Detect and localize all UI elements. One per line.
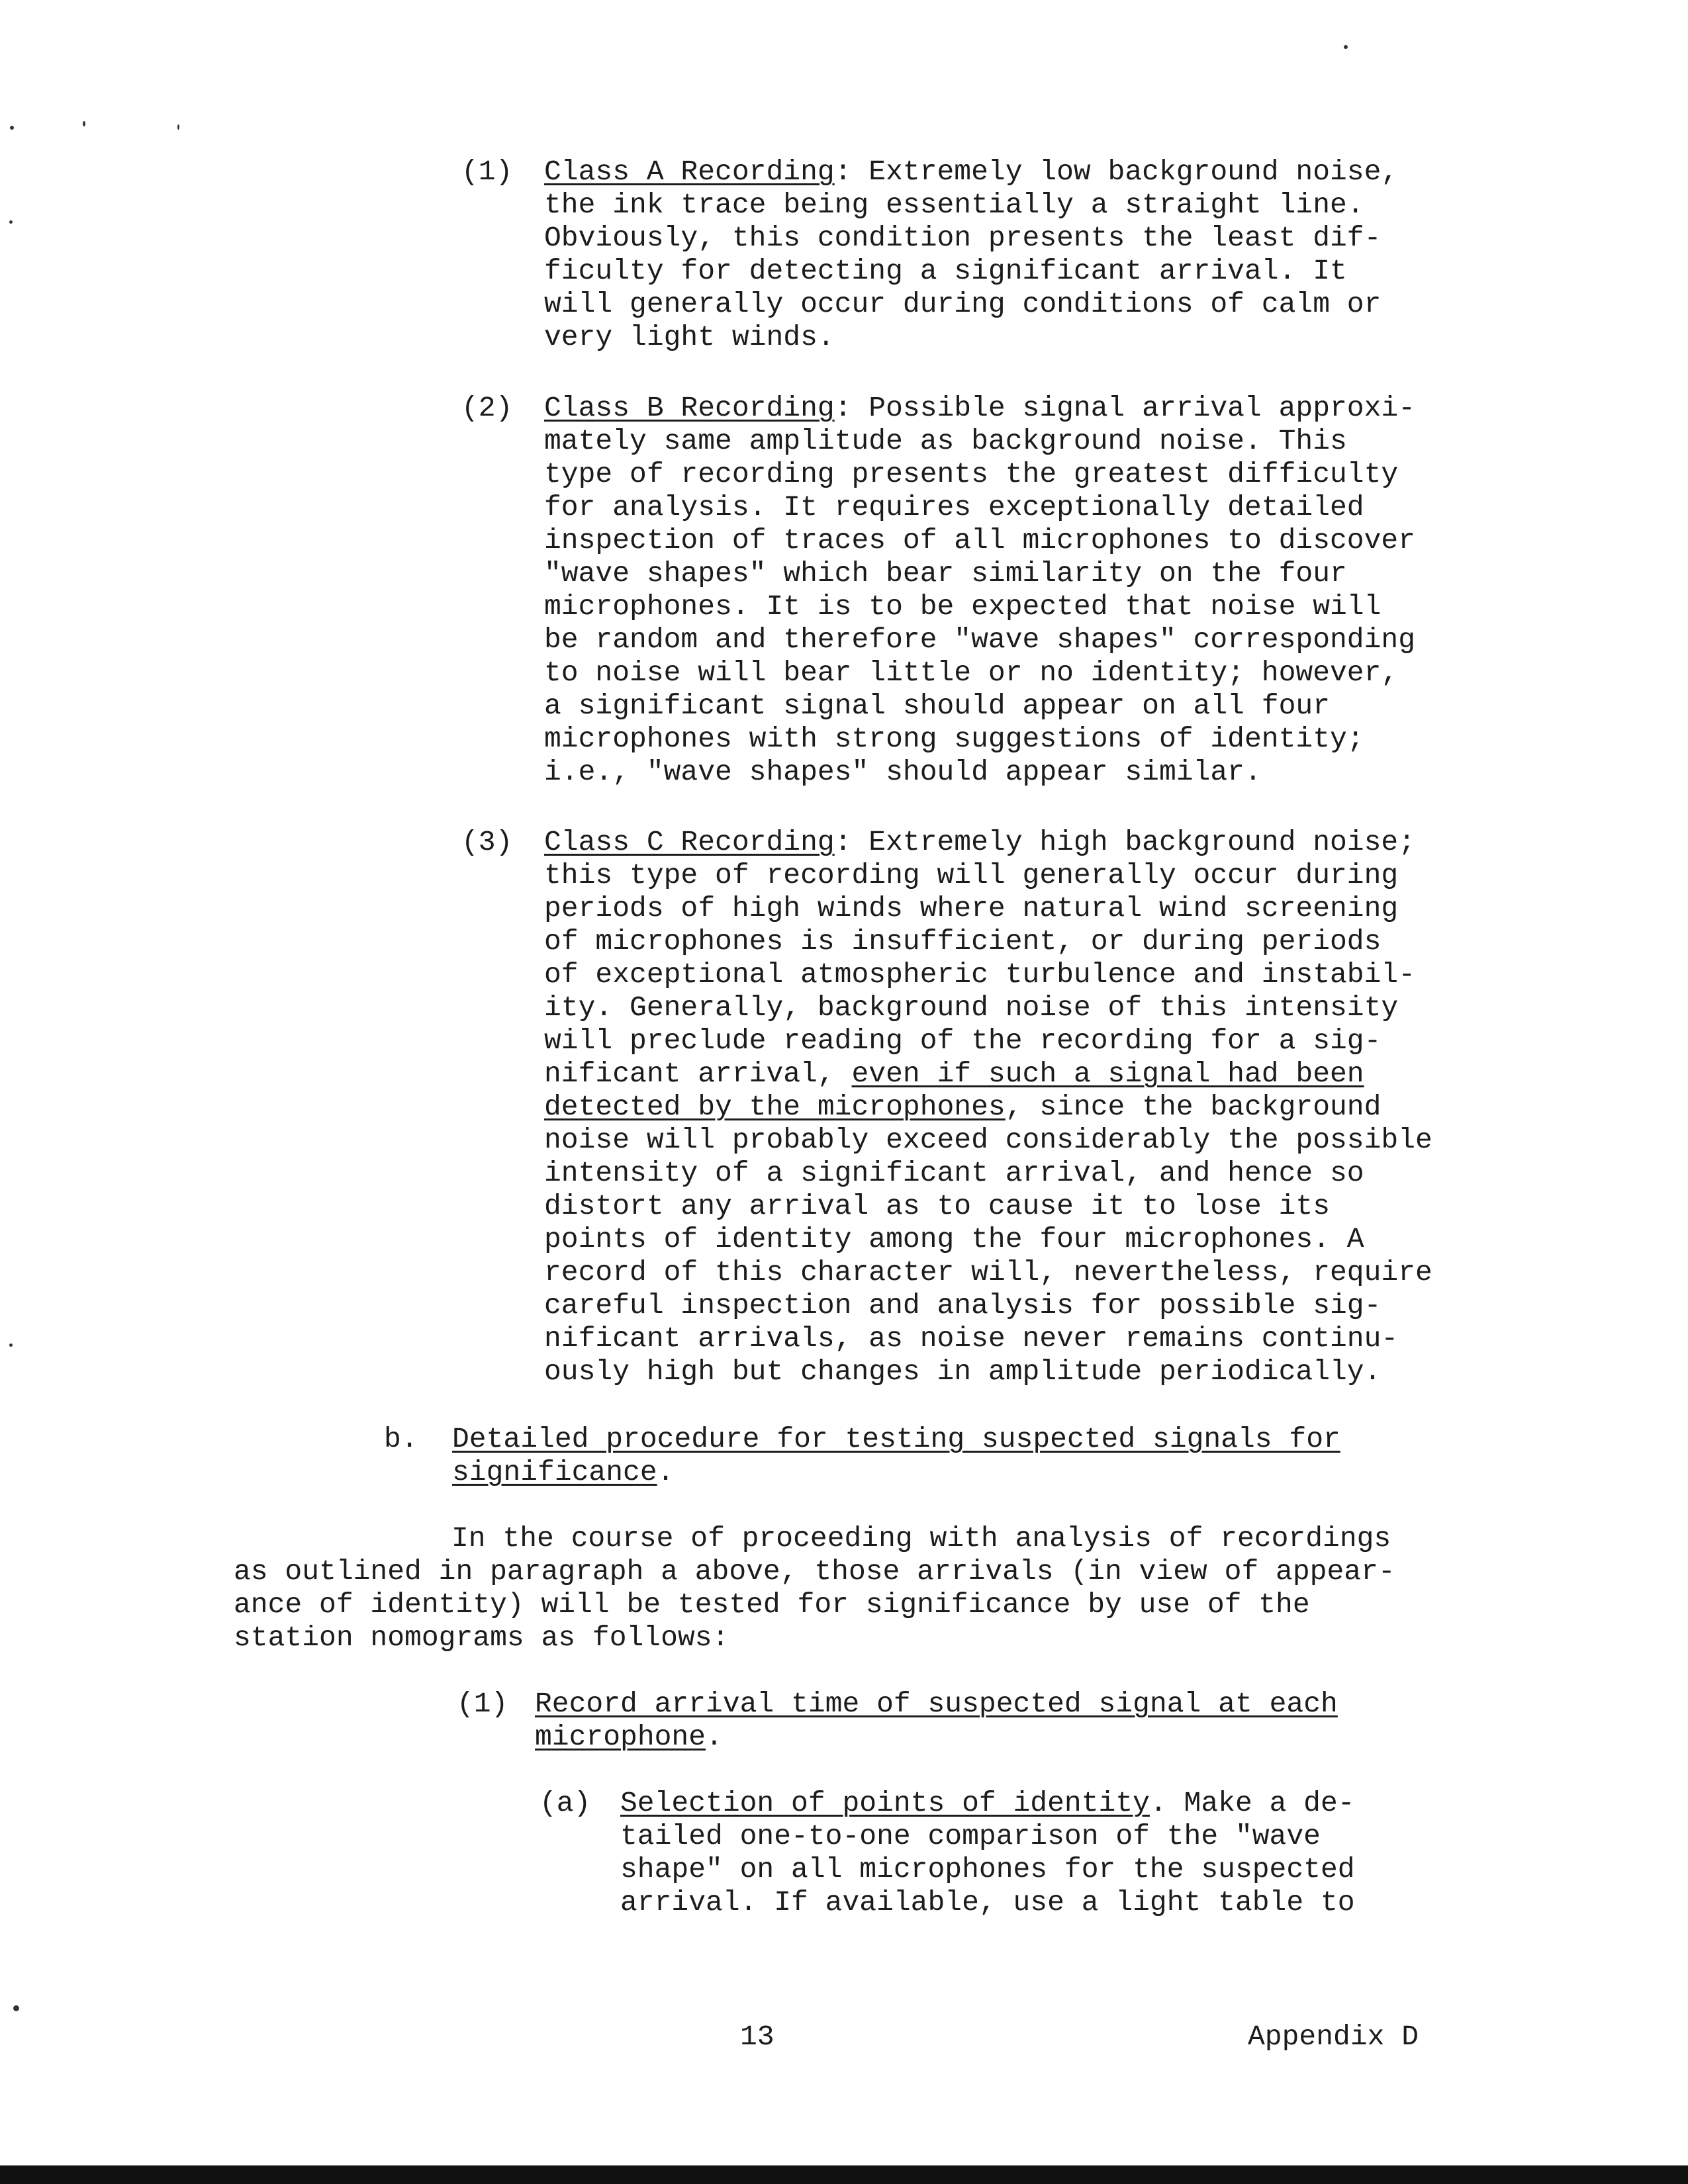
item-2-line-5: "wave shapes" which bear similarity on the four xyxy=(544,557,1347,590)
page-number: 13 xyxy=(740,2021,774,2053)
section-b-heading-line-2: significance xyxy=(452,1456,657,1488)
item-3-line-0: : Extremely high background noise; xyxy=(834,826,1416,858)
scan-speck xyxy=(83,121,85,126)
step-a-line-1: tailed one-to-one comparison of the "wave xyxy=(620,1820,1321,1852)
item-2-line-7: be random and therefore "wave shapes" corresponding xyxy=(544,623,1416,656)
scan-speck xyxy=(1344,45,1348,49)
step-1-heading-line-1: Record arrival time of suspected signal at each xyxy=(535,1688,1338,1720)
item-3-line-15: nificant arrivals, as noise never remains continu- xyxy=(544,1322,1399,1355)
item-2-line-9: a significant signal should appear on all four xyxy=(544,690,1330,722)
section-b-paragraph-rest xyxy=(234,1555,1395,1655)
appendix-label: Appendix D xyxy=(1248,2021,1419,2053)
item-3-heading: Class C Recording xyxy=(544,826,835,858)
item-1-heading: Class A Recording xyxy=(544,156,835,188)
scan-speck xyxy=(13,2005,19,2011)
item-3-line-11: distort any arrival as to cause it to lose its xyxy=(544,1190,1330,1222)
item-3-line-3: of microphones is insufficient, or during periods xyxy=(544,925,1382,958)
item-2-heading: Class B Recording xyxy=(544,392,835,424)
item-1-line-5: very light winds. xyxy=(544,321,835,353)
item-1-line-3: ficulty for detecting a significant arrival. It xyxy=(544,255,1347,287)
item-3-line-12: points of identity among the four microphones. A xyxy=(544,1223,1364,1255)
item-2-line-1: mately same amplitude as background noise. This xyxy=(544,425,1347,457)
item-1-marker: (1) xyxy=(461,156,513,188)
item-2-line-11: i.e., "wave shapes" should appear similar. xyxy=(544,756,1262,788)
item-3-marker: (3) xyxy=(461,826,513,858)
scan-speck xyxy=(9,220,13,224)
section-b-heading-line-1: Detailed procedure for testing suspected signals for xyxy=(452,1423,1340,1455)
item-1-line-1: the ink trace being essentially a straight line. xyxy=(544,189,1364,221)
item-2-line-8: to noise will bear little or no identity; however, xyxy=(544,657,1399,689)
section-b-marker: b. xyxy=(384,1423,418,1455)
item-2-line-0: : Possible signal arrival approxi- xyxy=(834,392,1416,424)
item-2-line-6: microphones. It is to be expected that noise will xyxy=(544,590,1382,623)
item-3-line-10: intensity of a significant arrival, and hence so xyxy=(544,1157,1364,1189)
scan-speck xyxy=(177,124,179,130)
item-3-text xyxy=(544,826,1432,1388)
item-3-line-7a: nificant arrival, xyxy=(544,1058,852,1090)
step-a-heading: Selection of points of identity xyxy=(620,1787,1150,1819)
section-b-heading-end: . xyxy=(657,1456,675,1488)
item-2-line-4: inspection of traces of all microphones to discover xyxy=(544,524,1416,557)
step-a-line-3: arrival. If available, use a light table to xyxy=(620,1886,1355,1919)
step-a-text xyxy=(620,1787,1355,1919)
section-b-paragraph-line-3: ance of identity) will be tested for significance by use of the xyxy=(234,1588,1310,1621)
item-1-line-2: Obviously, this condition presents the least dif- xyxy=(544,222,1382,254)
step-1-marker: (1) xyxy=(457,1688,508,1720)
item-3-line-13: record of this character will, nevertheless, require xyxy=(544,1256,1432,1289)
item-3-line-1: this type of recording will generally occur during xyxy=(544,859,1399,891)
item-3-line-4: of exceptional atmospheric turbulence and instabil- xyxy=(544,958,1416,991)
step-1-heading-end: . xyxy=(706,1721,723,1753)
section-b-heading xyxy=(452,1423,1340,1489)
item-3-line-8b: , since the background xyxy=(1005,1091,1382,1123)
step-1-heading-line-2: microphone xyxy=(535,1721,706,1753)
step-a-line-0: . Make a de- xyxy=(1149,1787,1355,1819)
item-2-line-2: type of recording presents the greatest difficulty xyxy=(544,458,1399,490)
item-3-emphasis-2: detected by the microphones xyxy=(544,1091,1006,1123)
item-1-text xyxy=(544,156,1398,354)
item-3-emphasis-1: even if such a signal had been xyxy=(851,1058,1364,1090)
step-a-marker: (a) xyxy=(539,1787,591,1819)
item-3-line-6: will preclude reading of the recording for a sig- xyxy=(544,1024,1382,1057)
item-2-text xyxy=(544,392,1415,789)
item-1-line-4: will generally occur during conditions of calm or xyxy=(544,288,1382,320)
item-3-line-16: ously high but changes in amplitude periodically. xyxy=(544,1355,1382,1388)
scan-speck xyxy=(9,1343,13,1347)
item-2-line-3: for analysis. It requires exceptionally detailed xyxy=(544,491,1364,523)
item-3-line-9: noise will probably exceed considerably the possible xyxy=(544,1124,1432,1156)
item-3-line-14: careful inspection and analysis for possible sig- xyxy=(544,1289,1382,1322)
section-b-paragraph-line-4: station nomograms as follows: xyxy=(234,1621,729,1654)
item-1-line-0: : Extremely low background noise, xyxy=(834,156,1399,188)
scan-border xyxy=(0,2165,1688,2184)
scan-speck xyxy=(10,126,14,130)
item-2-line-10: microphones with strong suggestions of identity; xyxy=(544,723,1364,755)
section-b-paragraph-line-1: In the course of proceeding with analysis of recordings xyxy=(451,1522,1391,1555)
item-3-line-5: ity. Generally, background noise of this intensity xyxy=(544,991,1399,1024)
step-1-heading xyxy=(535,1688,1338,1754)
item-2-marker: (2) xyxy=(461,392,513,424)
item-3-line-2: periods of high winds where natural wind screening xyxy=(544,892,1399,925)
step-a-line-2: shape" on all microphones for the suspected xyxy=(620,1853,1355,1886)
section-b-paragraph-line-2: as outlined in paragraph a above, those arrivals (in view of appear- xyxy=(234,1555,1395,1588)
